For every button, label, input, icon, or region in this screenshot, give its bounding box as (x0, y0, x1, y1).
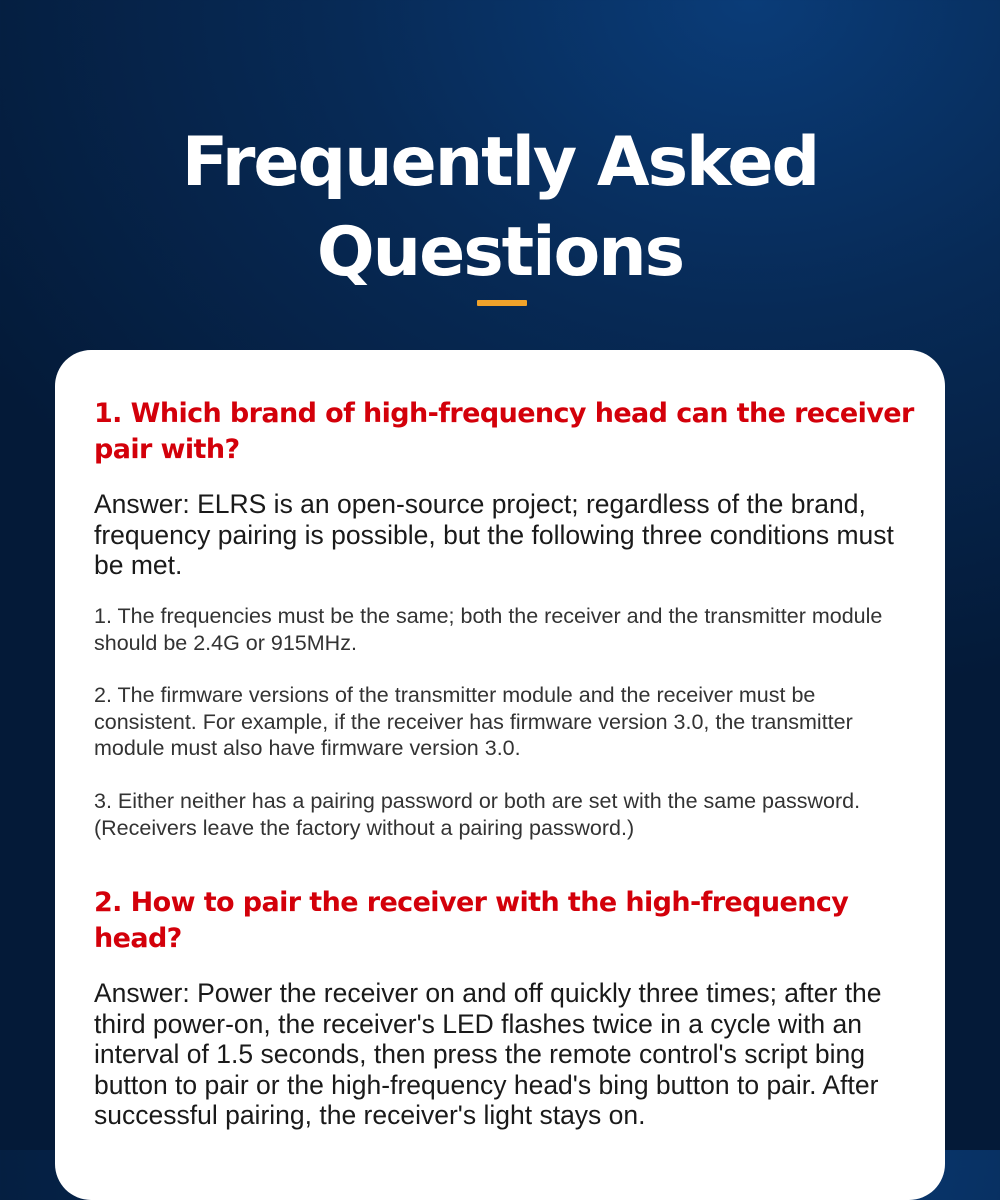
title-accent-bar (477, 300, 527, 306)
page-title-line-1: Frequently Asked (181, 123, 819, 202)
page-header (0, 118, 1000, 298)
faq-answer-2: Answer: Power the receiver on and off quickly three times; after the third power-on, the receiver's LED flashes twice in a cycle with an interval of 1.5 seconds, then press the remote control's script bing button to pair or the high-frequency head's bing button to pair. After successful pairing, the receiver's light stays on. (94, 978, 882, 1130)
page-title (0, 118, 1000, 298)
faq-question-2: 2. How to pair the receiver with the high-frequency head? (94, 887, 849, 954)
faq-question-1: 1. Which brand of high-frequency head can the receiver pair with? (94, 398, 914, 465)
faq-condition-3: 3. Either neither has a pairing password or both are set with the same password. (Receivers leave the factory without a pairing password.) (94, 789, 861, 840)
faq-answer-1: Answer: ELRS is an open-source project; regardless of the brand, frequency pairing is possible, but the following three conditions must be met. (94, 489, 894, 580)
page-title-line-2: Questions (316, 213, 684, 292)
faq-condition-1: 1. The frequencies must be the same; both the receiver and the transmitter module should be 2.4G or 915MHz. (94, 604, 883, 655)
faq-condition-2: 2. The firmware versions of the transmitter module and the receiver must be consistent. For example, if the receiver has firmware version 3.0, the transmitter module must also have firmware version 3.0. (94, 683, 853, 760)
faq-card (55, 350, 945, 1200)
